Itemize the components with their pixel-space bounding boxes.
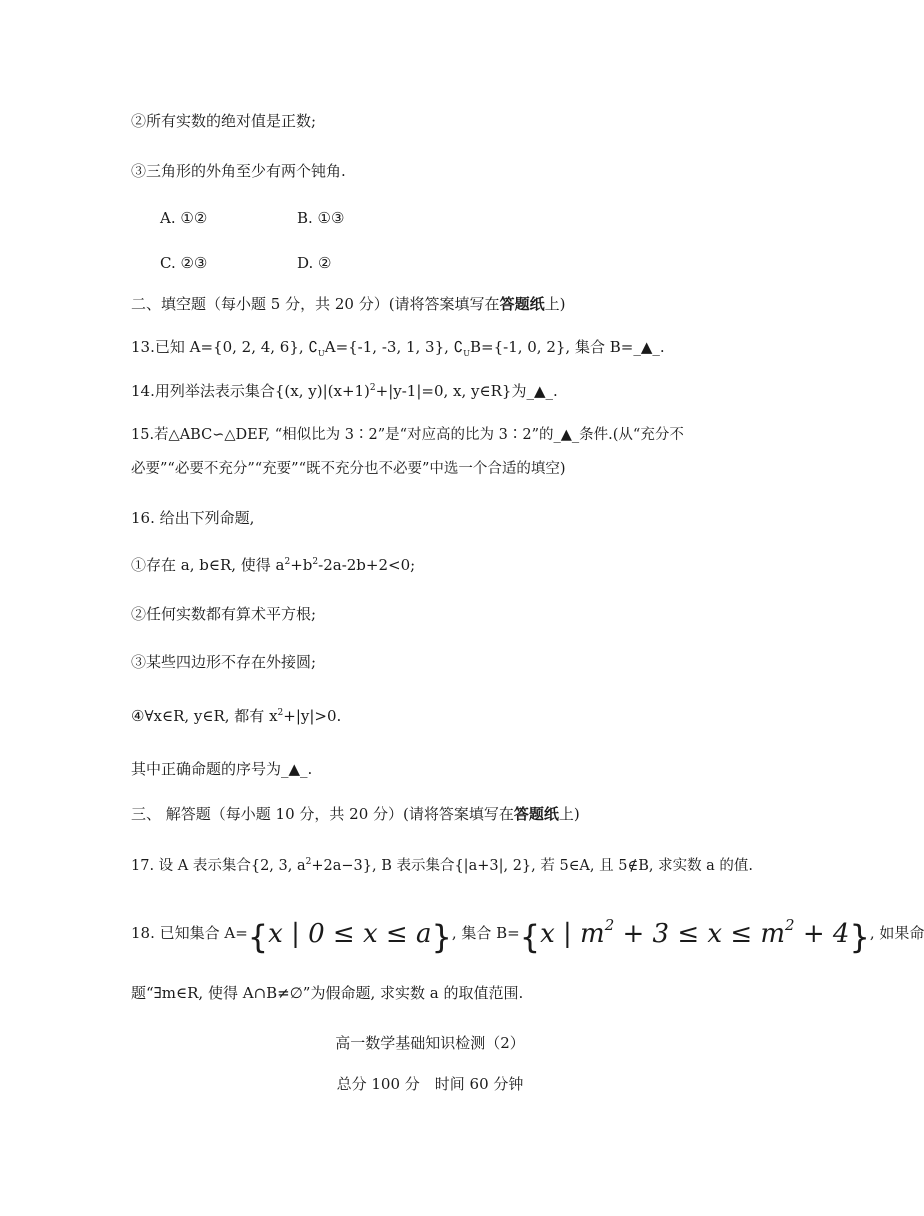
q18-post: , 如果命: [869, 924, 924, 942]
q18-mid: , 集合 B=: [451, 924, 520, 942]
section-2-heading-text: 二、填空题（每小题 5 分，共 20 分）(请将答案填写在: [131, 295, 500, 313]
item-11-2: ②所有实数的绝对值是正数;: [131, 112, 317, 130]
q14-sup: 2: [369, 383, 376, 393]
question-15-line-2: 必要”“必要不充分”“充要”“既不充分也不必要”中选一个合适的填空): [131, 461, 566, 477]
set-b-sup-1: 2: [604, 916, 615, 934]
right-brace-icon: }: [849, 918, 870, 956]
q13-mid: A={-1, -3, 1, 3}, ∁: [324, 338, 464, 356]
set-b-expression: [519, 916, 870, 956]
question-13: [131, 337, 665, 364]
section-2-heading-bold: 答题纸: [499, 295, 545, 313]
q13-sub-2: U: [463, 349, 470, 358]
question-16-item-3: ③某些四边形不存在外接圆;: [131, 653, 317, 671]
option-d: D. ②: [297, 254, 332, 272]
question-16-item-1: [131, 555, 415, 575]
set-a-expression: [247, 918, 452, 956]
question-18-line-2: 题“∃m∈R, 使得 A∩B≠∅”为假命题, 求实数 a 的取值范围.: [131, 984, 524, 1002]
q16-i1-pre: ①存在 a, b∈R, 使得 a: [131, 556, 285, 574]
q13-post: B={-1, 0, 2}, 集合 B=_▲_.: [469, 338, 665, 356]
footer-subtitle: 总分 100 分 时间 60 分钟: [336, 1075, 524, 1093]
set-b-post: + 4: [794, 919, 850, 949]
q17-sup: 2: [305, 857, 312, 867]
question-16-ask: 其中正确命题的序号为_▲_.: [131, 760, 313, 778]
q18-pre: 18. 已知集合 A=: [131, 924, 248, 942]
right-brace-icon: }: [431, 918, 452, 956]
question-16-item-4: [131, 706, 341, 726]
set-b-mid: + 3 ≤ x ≤ m: [614, 919, 786, 949]
footer-title: 高一数学基础知识检测（2）: [335, 1034, 525, 1052]
q16-i1-mid: +b: [290, 556, 313, 574]
left-brace-icon: {: [519, 918, 541, 956]
q13-sub-1: U: [317, 349, 325, 358]
q17-post: +2a−3}, B 表示集合{|a+3|, 2}, 若 5∈A, 且 5∉B, 求实数 a 的值.: [311, 858, 754, 874]
q16-i4-pre: ④∀x∈R, y∈R, 都有 x: [131, 707, 278, 725]
option-c: C. ②③: [160, 254, 208, 272]
section-3-heading: [131, 804, 580, 824]
item-11-3: ③三角形的外角至少有两个钝角.: [131, 162, 346, 180]
left-brace-icon: {: [247, 918, 269, 956]
set-a-body: x | 0 ≤ x ≤ a: [268, 919, 432, 949]
question-14: [131, 381, 558, 401]
q17-pre: 17. 设 A 表示集合{2, 3, a: [131, 858, 306, 874]
section-2-heading: [131, 294, 565, 314]
set-b-sup-2: 2: [785, 916, 795, 934]
option-b: B. ①③: [297, 209, 345, 227]
q13-pre: 13.已知 A={0, 2, 4, 6}, ∁: [131, 338, 318, 356]
question-18-line-1: [131, 916, 924, 956]
q14-pre: 14.用列举法表示集合{(x, y)|(x+1): [131, 382, 370, 400]
set-b-pre: x | m: [540, 919, 605, 949]
section-3-heading-end: 上): [558, 805, 580, 823]
section-2-heading-end: 上): [544, 295, 566, 313]
section-3-heading-text: 三、 解答题（每小题 10 分，共 20 分）(请将答案填写在: [131, 805, 514, 823]
question-16-item-2: ②任何实数都有算术平方根;: [131, 605, 317, 623]
question-15-line-1: 15.若△ABC∽△DEF, “相似比为 3∶2”是“对应高的比为 3∶2”的_▲_条件.(从“充分不: [131, 427, 684, 443]
question-16-stem: 16. 给出下列命题,: [131, 509, 255, 527]
q14-post: +|y-1|=0, x, y∈R}为_▲_.: [375, 382, 558, 400]
section-3-heading-bold: 答题纸: [513, 805, 559, 823]
q16-i1-post: -2a-2b+2<0;: [318, 556, 416, 574]
q16-i4-post: +|y|>0.: [283, 707, 342, 725]
q16-i1-sup1: 2: [284, 557, 291, 567]
q16-i1-sup2: 2: [312, 557, 319, 567]
option-a: A. ①②: [160, 209, 208, 227]
q16-i4-sup: 2: [277, 708, 284, 718]
question-17: [131, 856, 753, 876]
